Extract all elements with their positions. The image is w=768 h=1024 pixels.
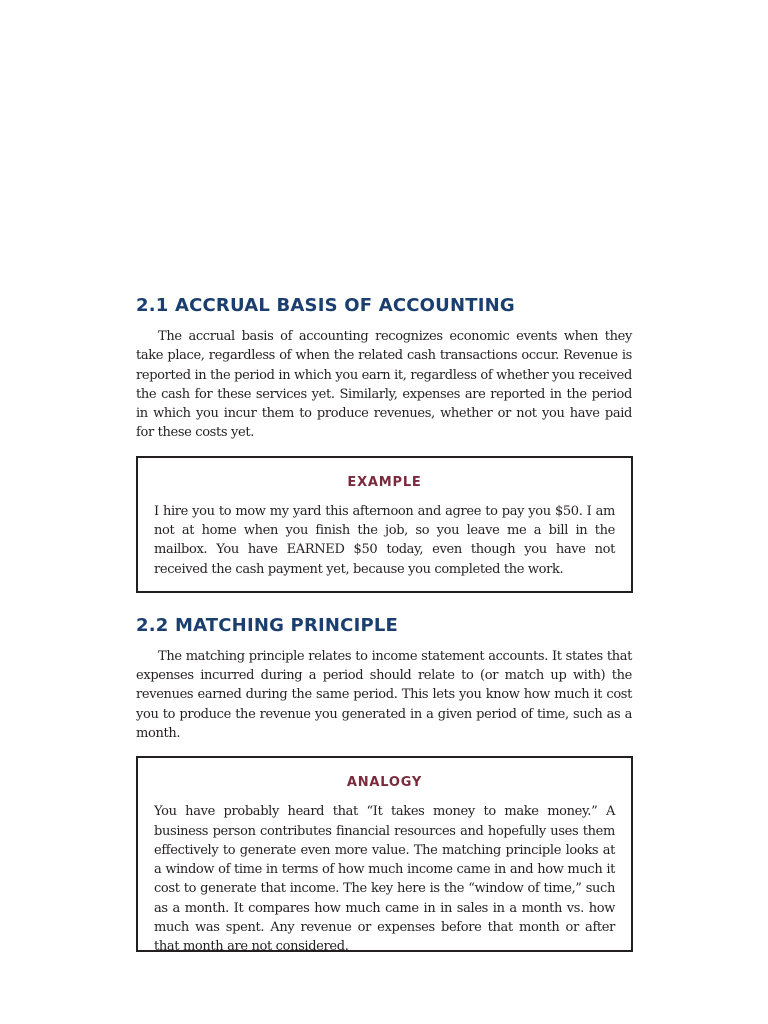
analogy-box xyxy=(136,756,633,955)
example-box xyxy=(136,456,633,593)
analogy-box-title: ANALOGY xyxy=(346,775,423,791)
example-box-text: I hire you to mow my yard this afternoon and agree to pay you $50. I am not at home when you finish the job, so you leave me a bill in the mailbox. You have EARNED $50 today, even though you have not received the cash payment yet, because you completed the work. xyxy=(154,503,615,577)
example-box-title: EXAMPLE xyxy=(347,474,422,490)
accrual-basis-paragraph: The accrual basis of accounting recognizes economic events when they take place, regardless of when the related cash transactions occur. Revenue is reported in the period in which you earn it, regardless of whether you received the cash for these services yet. Similarly, expenses are reported in the period in which you incur them to produce revenues, whether or not you have paid for these costs yet. xyxy=(136,329,632,441)
analogy-box-text: You have probably heard that “It takes money to make money.” A business person contributes financial resources and hopefully uses them effectively to generate even more value. The matching principle looks at a window of time in terms of how much income came in and how much it cost to generate that income. The key here is the “window of time,” such as a month. It compares how much came in in sales in a month vs. how much was spent. Any revenue or expenses before that month or after that month are not considered. xyxy=(154,804,615,955)
section-heading-accrual-basis: 2.1 ACCRUAL BASIS OF ACCOUNTING xyxy=(136,295,515,316)
document-page xyxy=(136,294,632,955)
matching-principle-paragraph: The matching principle relates to income statement accounts. It states that expenses incurred during a period should relate to (or match up with) the revenues earned during the same period. This lets you know how much it cost you to produce the revenue you generated in a given period of time, such as a month. xyxy=(136,648,632,741)
section-heading-matching-principle: 2.2 MATCHING PRINCIPLE xyxy=(136,614,399,636)
